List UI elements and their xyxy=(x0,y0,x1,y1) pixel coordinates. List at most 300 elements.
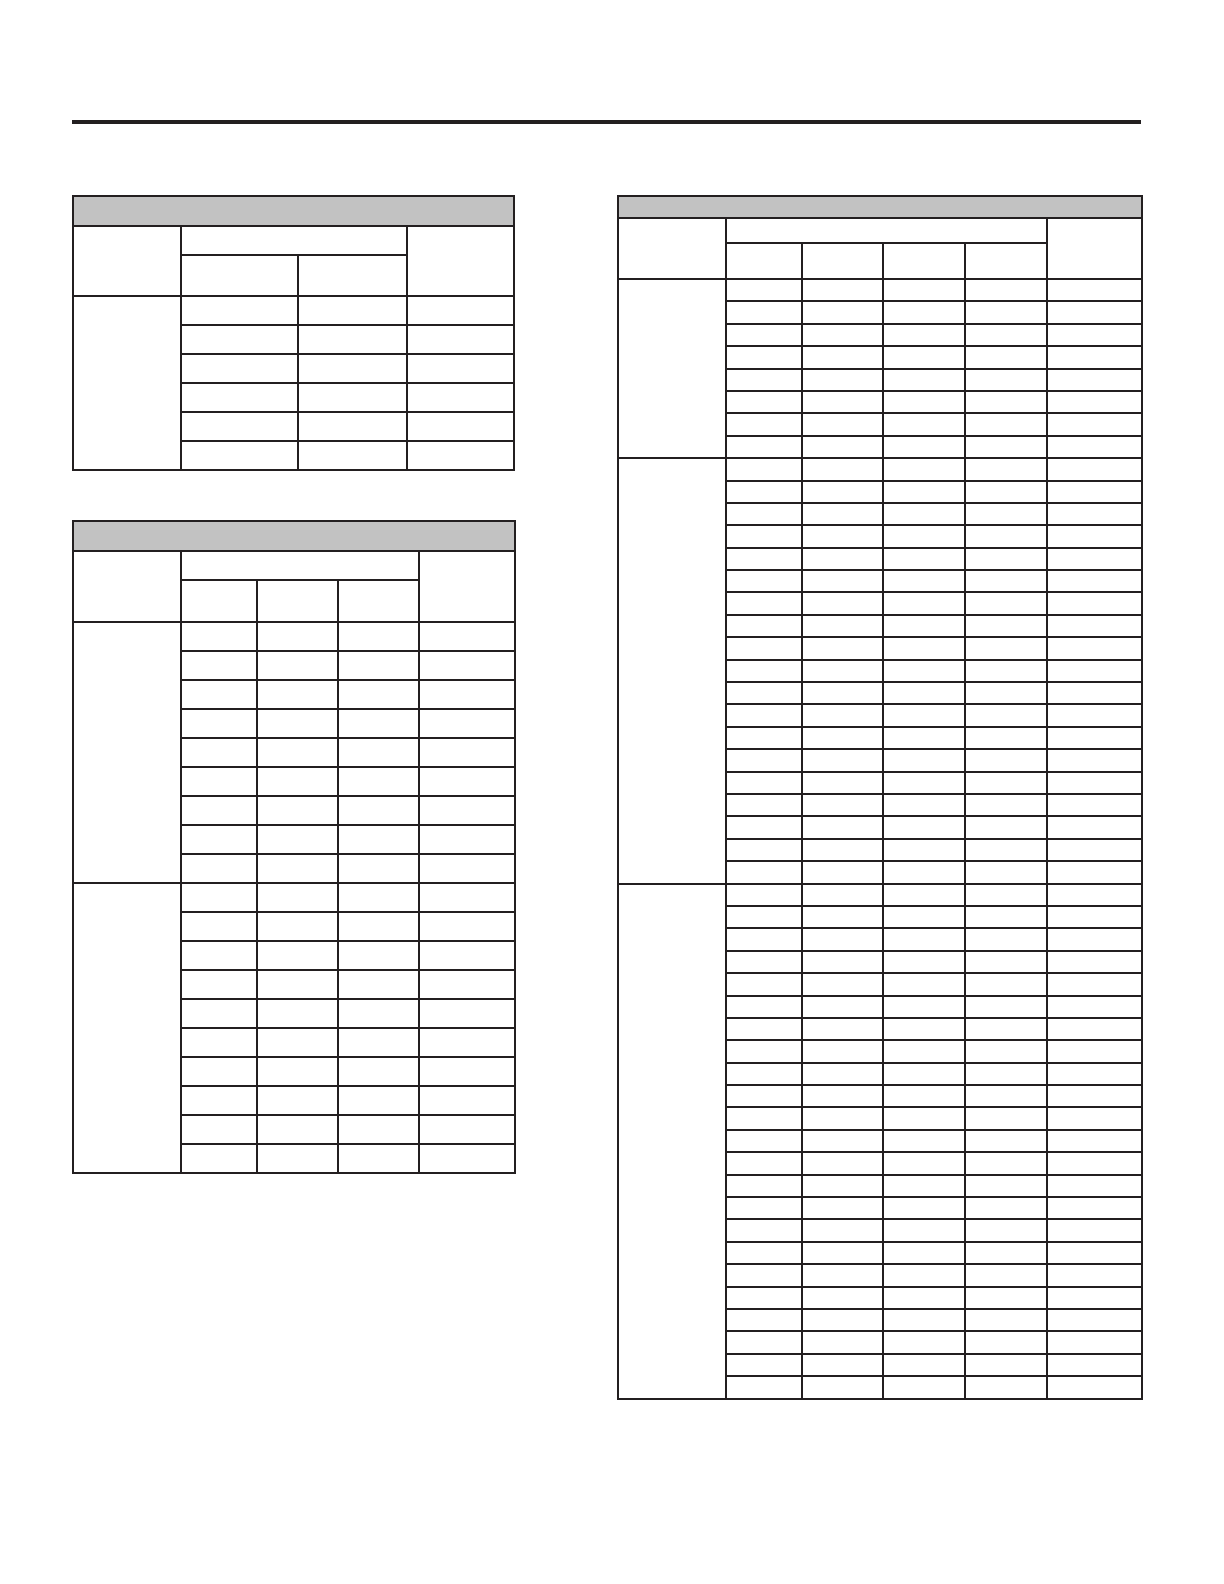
table-cell xyxy=(802,279,883,301)
table-cell xyxy=(726,1040,802,1062)
table-cell xyxy=(802,951,883,973)
table-cell xyxy=(965,1040,1047,1062)
table-row xyxy=(618,458,1142,480)
table-cell xyxy=(257,1115,338,1144)
table-cell xyxy=(726,615,802,637)
table-cell xyxy=(802,615,883,637)
table-cell xyxy=(883,1018,965,1040)
table-cell xyxy=(883,727,965,749)
table-cell xyxy=(965,682,1047,704)
table-cell xyxy=(181,325,298,354)
table-cell xyxy=(726,660,802,682)
right-header xyxy=(419,551,515,622)
table-cell xyxy=(257,738,338,767)
table-cell xyxy=(965,1354,1047,1376)
table-cell xyxy=(1047,324,1142,346)
section-label xyxy=(73,622,181,883)
header-rule xyxy=(72,120,1141,124)
table-cell xyxy=(883,794,965,816)
table-cell xyxy=(419,999,515,1028)
table-cell xyxy=(883,861,965,883)
table-cell xyxy=(965,436,1047,458)
table-cell xyxy=(338,912,419,941)
table-title xyxy=(618,196,1142,218)
table-cell xyxy=(1047,727,1142,749)
table-cell xyxy=(257,709,338,738)
table-c xyxy=(617,195,1143,1400)
table-cell xyxy=(181,796,257,825)
table-cell xyxy=(257,680,338,709)
table-cell xyxy=(1047,1219,1142,1241)
table-cell xyxy=(802,1309,883,1331)
table-cell xyxy=(726,1242,802,1264)
table-cell xyxy=(338,738,419,767)
table-cell xyxy=(726,301,802,323)
column-header xyxy=(802,243,883,279)
column-header xyxy=(181,580,257,622)
table-cell xyxy=(257,999,338,1028)
table-cell xyxy=(883,839,965,861)
table-cell xyxy=(883,1264,965,1286)
table-cell xyxy=(726,413,802,435)
table-cell xyxy=(1047,637,1142,659)
section-label xyxy=(73,883,181,1173)
table-cell xyxy=(407,325,514,354)
table-cell xyxy=(965,369,1047,391)
table-cell xyxy=(802,1242,883,1264)
table-cell xyxy=(1047,413,1142,435)
table-cell xyxy=(883,346,965,368)
table-cell xyxy=(1047,1376,1142,1398)
column-header xyxy=(181,255,298,296)
table-cell xyxy=(883,481,965,503)
table-row xyxy=(618,279,1142,301)
table-cell xyxy=(883,1376,965,1398)
table-cell xyxy=(802,928,883,950)
table-row xyxy=(618,884,1142,906)
table-cell xyxy=(965,1085,1047,1107)
row-label-header xyxy=(73,551,181,622)
table-cell xyxy=(257,912,338,941)
table-cell xyxy=(181,709,257,738)
table-cell xyxy=(883,301,965,323)
table-cell xyxy=(883,1107,965,1129)
table-cell xyxy=(965,592,1047,614)
table-cell xyxy=(802,884,883,906)
table-cell xyxy=(338,941,419,970)
table-cell xyxy=(1047,1309,1142,1331)
column-header xyxy=(298,255,407,296)
table-cell xyxy=(802,1107,883,1129)
table-cell xyxy=(407,412,514,441)
table-cell xyxy=(965,816,1047,838)
table-cell xyxy=(726,816,802,838)
table-cell xyxy=(1047,1130,1142,1152)
table-cell xyxy=(257,1057,338,1086)
table-cell xyxy=(1047,749,1142,771)
table-cell xyxy=(1047,592,1142,614)
table-cell xyxy=(257,941,338,970)
table-cell xyxy=(802,1197,883,1219)
table-cell xyxy=(726,369,802,391)
table-cell xyxy=(726,1264,802,1286)
table-cell xyxy=(965,615,1047,637)
table-cell xyxy=(965,1152,1047,1174)
table-cell xyxy=(181,970,257,999)
table-cell xyxy=(965,1107,1047,1129)
table-cell xyxy=(802,301,883,323)
section-label xyxy=(618,279,726,458)
table-cell xyxy=(338,1057,419,1086)
table-cell xyxy=(1047,369,1142,391)
table-cell xyxy=(883,503,965,525)
table-cell xyxy=(181,651,257,680)
table-cell xyxy=(181,767,257,796)
table-cell xyxy=(802,1175,883,1197)
table-cell xyxy=(965,1018,1047,1040)
table-cell xyxy=(726,1354,802,1376)
row-label-header xyxy=(618,218,726,279)
table-cell xyxy=(419,1144,515,1173)
table-cell xyxy=(726,794,802,816)
table-cell xyxy=(257,854,338,883)
table-cell xyxy=(1047,1085,1142,1107)
table-cell xyxy=(726,1107,802,1129)
table-cell xyxy=(883,1219,965,1241)
table-cell xyxy=(802,458,883,480)
table-cell xyxy=(802,816,883,838)
table-b xyxy=(72,520,516,1174)
table-cell xyxy=(965,503,1047,525)
column-header xyxy=(726,243,802,279)
table-cell xyxy=(257,825,338,854)
table-cell xyxy=(883,1085,965,1107)
table-cell xyxy=(338,999,419,1028)
table-cell xyxy=(181,941,257,970)
table-cell xyxy=(883,1040,965,1062)
table-cell xyxy=(883,660,965,682)
table-cell xyxy=(965,391,1047,413)
table-cell xyxy=(298,383,407,412)
table-cell xyxy=(338,767,419,796)
table-cell xyxy=(802,369,883,391)
table-cell xyxy=(726,884,802,906)
table-cell xyxy=(965,481,1047,503)
table-cell xyxy=(338,883,419,912)
table-cell xyxy=(1047,1354,1142,1376)
table-cell xyxy=(726,861,802,883)
table-cell xyxy=(338,680,419,709)
table-cell xyxy=(726,592,802,614)
table-cell xyxy=(338,709,419,738)
table-cell xyxy=(965,794,1047,816)
table-cell xyxy=(726,503,802,525)
table-cell xyxy=(802,996,883,1018)
table-cell xyxy=(965,660,1047,682)
table-cell xyxy=(1047,1287,1142,1309)
table-cell xyxy=(802,324,883,346)
table-cell xyxy=(726,1309,802,1331)
table-cell xyxy=(802,1264,883,1286)
table-cell xyxy=(407,296,514,325)
column-header xyxy=(257,580,338,622)
table-cell xyxy=(965,324,1047,346)
table-cell xyxy=(883,548,965,570)
table-cell xyxy=(965,413,1047,435)
table-cell xyxy=(1047,996,1142,1018)
table-cell xyxy=(1047,861,1142,883)
table-cell xyxy=(419,854,515,883)
table-cell xyxy=(726,839,802,861)
table-cell xyxy=(181,383,298,412)
table-cell xyxy=(338,970,419,999)
table-cell xyxy=(1047,906,1142,928)
table-cell xyxy=(726,570,802,592)
table-cell xyxy=(802,413,883,435)
table-cell xyxy=(257,767,338,796)
table-cell xyxy=(726,436,802,458)
table-cell xyxy=(883,324,965,346)
table-cell xyxy=(726,525,802,547)
table-cell xyxy=(181,680,257,709)
table-cell xyxy=(726,749,802,771)
table-cell xyxy=(298,412,407,441)
table-cell xyxy=(965,279,1047,301)
table-cell xyxy=(802,592,883,614)
table-cell xyxy=(726,391,802,413)
table-cell xyxy=(1047,436,1142,458)
section-label xyxy=(618,458,726,883)
table-cell xyxy=(965,548,1047,570)
table-cell xyxy=(726,346,802,368)
table-cell xyxy=(298,354,407,383)
table-cell xyxy=(419,1028,515,1057)
table-cell xyxy=(726,481,802,503)
table-cell xyxy=(1047,525,1142,547)
table-cell xyxy=(1047,928,1142,950)
table-cell xyxy=(802,772,883,794)
table-cell xyxy=(802,1018,883,1040)
table-cell xyxy=(407,441,514,470)
table-cell xyxy=(1047,973,1142,995)
table-cell xyxy=(257,1028,338,1057)
table-cell xyxy=(181,883,257,912)
table-cell xyxy=(802,1219,883,1241)
table-cell xyxy=(965,637,1047,659)
table-cell xyxy=(965,346,1047,368)
table-cell xyxy=(419,651,515,680)
table-title xyxy=(73,521,515,551)
table-cell xyxy=(419,796,515,825)
table-cell xyxy=(726,682,802,704)
table-cell xyxy=(965,839,1047,861)
table-cell xyxy=(1047,1152,1142,1174)
table-cell xyxy=(883,816,965,838)
table-cell xyxy=(726,1287,802,1309)
table-cell xyxy=(726,1018,802,1040)
table-cell xyxy=(181,912,257,941)
table-cell xyxy=(726,324,802,346)
table-cell xyxy=(726,1175,802,1197)
table-cell xyxy=(802,727,883,749)
table-cell xyxy=(1047,1018,1142,1040)
table-cell xyxy=(883,951,965,973)
table-cell xyxy=(965,1175,1047,1197)
table-cell xyxy=(1047,1331,1142,1353)
table-cell xyxy=(419,941,515,970)
table-cell xyxy=(726,996,802,1018)
table-cell xyxy=(181,825,257,854)
table-cell xyxy=(1047,772,1142,794)
table-cell xyxy=(338,651,419,680)
table-cell xyxy=(965,928,1047,950)
table-cell xyxy=(883,1242,965,1264)
table-cell xyxy=(965,861,1047,883)
table-cell xyxy=(1047,481,1142,503)
table-cell xyxy=(883,1197,965,1219)
table-cell xyxy=(419,912,515,941)
table-cell xyxy=(802,1376,883,1398)
table-cell xyxy=(726,637,802,659)
table-cell xyxy=(802,1130,883,1152)
table-cell xyxy=(726,906,802,928)
row-label-header xyxy=(73,226,181,296)
table-cell xyxy=(338,796,419,825)
table-cell xyxy=(338,1028,419,1057)
table-cell xyxy=(883,884,965,906)
table-cell xyxy=(257,1086,338,1115)
table-cell xyxy=(419,709,515,738)
table-cell xyxy=(1047,839,1142,861)
table-cell xyxy=(965,301,1047,323)
table-cell xyxy=(257,622,338,651)
right-header xyxy=(407,226,514,296)
table-cell xyxy=(1047,660,1142,682)
table-cell xyxy=(883,391,965,413)
table-cell xyxy=(965,1130,1047,1152)
table-cell xyxy=(1047,1040,1142,1062)
table-cell xyxy=(419,680,515,709)
table-cell xyxy=(181,1028,257,1057)
table-cell xyxy=(965,1197,1047,1219)
column-header xyxy=(338,580,419,622)
table-cell xyxy=(1047,570,1142,592)
group-header xyxy=(181,551,419,580)
table-row xyxy=(73,883,515,912)
table-cell xyxy=(181,412,298,441)
table-cell xyxy=(883,973,965,995)
table-cell xyxy=(726,548,802,570)
table-cell xyxy=(802,660,883,682)
table-cell xyxy=(419,883,515,912)
table-cell xyxy=(883,704,965,726)
table-cell xyxy=(1047,548,1142,570)
table-cell xyxy=(802,1331,883,1353)
table-cell xyxy=(965,1219,1047,1241)
table-cell xyxy=(965,996,1047,1018)
table-cell xyxy=(802,525,883,547)
table-cell xyxy=(1047,458,1142,480)
table-cell xyxy=(181,854,257,883)
column-header xyxy=(965,243,1047,279)
group-header xyxy=(726,218,1047,243)
table-cell xyxy=(726,1219,802,1241)
table-cell xyxy=(965,906,1047,928)
table-cell xyxy=(298,325,407,354)
table-cell xyxy=(726,727,802,749)
table-cell xyxy=(181,296,298,325)
table-cell xyxy=(965,884,1047,906)
table-row xyxy=(73,296,514,325)
table-cell xyxy=(802,1152,883,1174)
table-cell xyxy=(1047,346,1142,368)
table-cell xyxy=(965,570,1047,592)
table-cell xyxy=(883,1309,965,1331)
table-cell xyxy=(883,749,965,771)
table-cell xyxy=(1047,301,1142,323)
table-cell xyxy=(883,928,965,950)
table-cell xyxy=(965,1242,1047,1264)
table-cell xyxy=(802,1040,883,1062)
table-cell xyxy=(257,883,338,912)
table-cell xyxy=(883,1354,965,1376)
table-row xyxy=(73,622,515,651)
table-a xyxy=(72,195,515,471)
table-cell xyxy=(883,772,965,794)
table-cell xyxy=(726,1152,802,1174)
table-cell xyxy=(726,1376,802,1398)
table-cell xyxy=(965,1309,1047,1331)
table-cell xyxy=(1047,391,1142,413)
table-cell xyxy=(802,503,883,525)
table-cell xyxy=(419,825,515,854)
table-cell xyxy=(1047,1175,1142,1197)
table-cell xyxy=(883,1130,965,1152)
table-cell xyxy=(298,441,407,470)
table-cell xyxy=(965,772,1047,794)
table-cell xyxy=(181,441,298,470)
section-label xyxy=(73,296,181,470)
table-cell xyxy=(419,738,515,767)
table-cell xyxy=(1047,503,1142,525)
table-cell xyxy=(883,592,965,614)
table-cell xyxy=(883,1063,965,1085)
table-cell xyxy=(965,973,1047,995)
right-header xyxy=(1047,218,1142,279)
table-cell xyxy=(883,413,965,435)
table-cell xyxy=(883,1287,965,1309)
table-cell xyxy=(802,973,883,995)
table-cell xyxy=(883,369,965,391)
table-cell xyxy=(1047,794,1142,816)
table-cell xyxy=(1047,682,1142,704)
group-header xyxy=(181,226,407,255)
table-cell xyxy=(802,481,883,503)
table-cell xyxy=(726,1130,802,1152)
table-cell xyxy=(1047,1264,1142,1286)
table-cell xyxy=(257,1144,338,1173)
table-cell xyxy=(883,570,965,592)
table-cell xyxy=(883,615,965,637)
table-cell xyxy=(965,704,1047,726)
table-cell xyxy=(802,682,883,704)
table-cell xyxy=(883,637,965,659)
table-cell xyxy=(257,796,338,825)
table-cell xyxy=(802,861,883,883)
column-header xyxy=(883,243,965,279)
table-cell xyxy=(726,1197,802,1219)
table-cell xyxy=(883,1152,965,1174)
